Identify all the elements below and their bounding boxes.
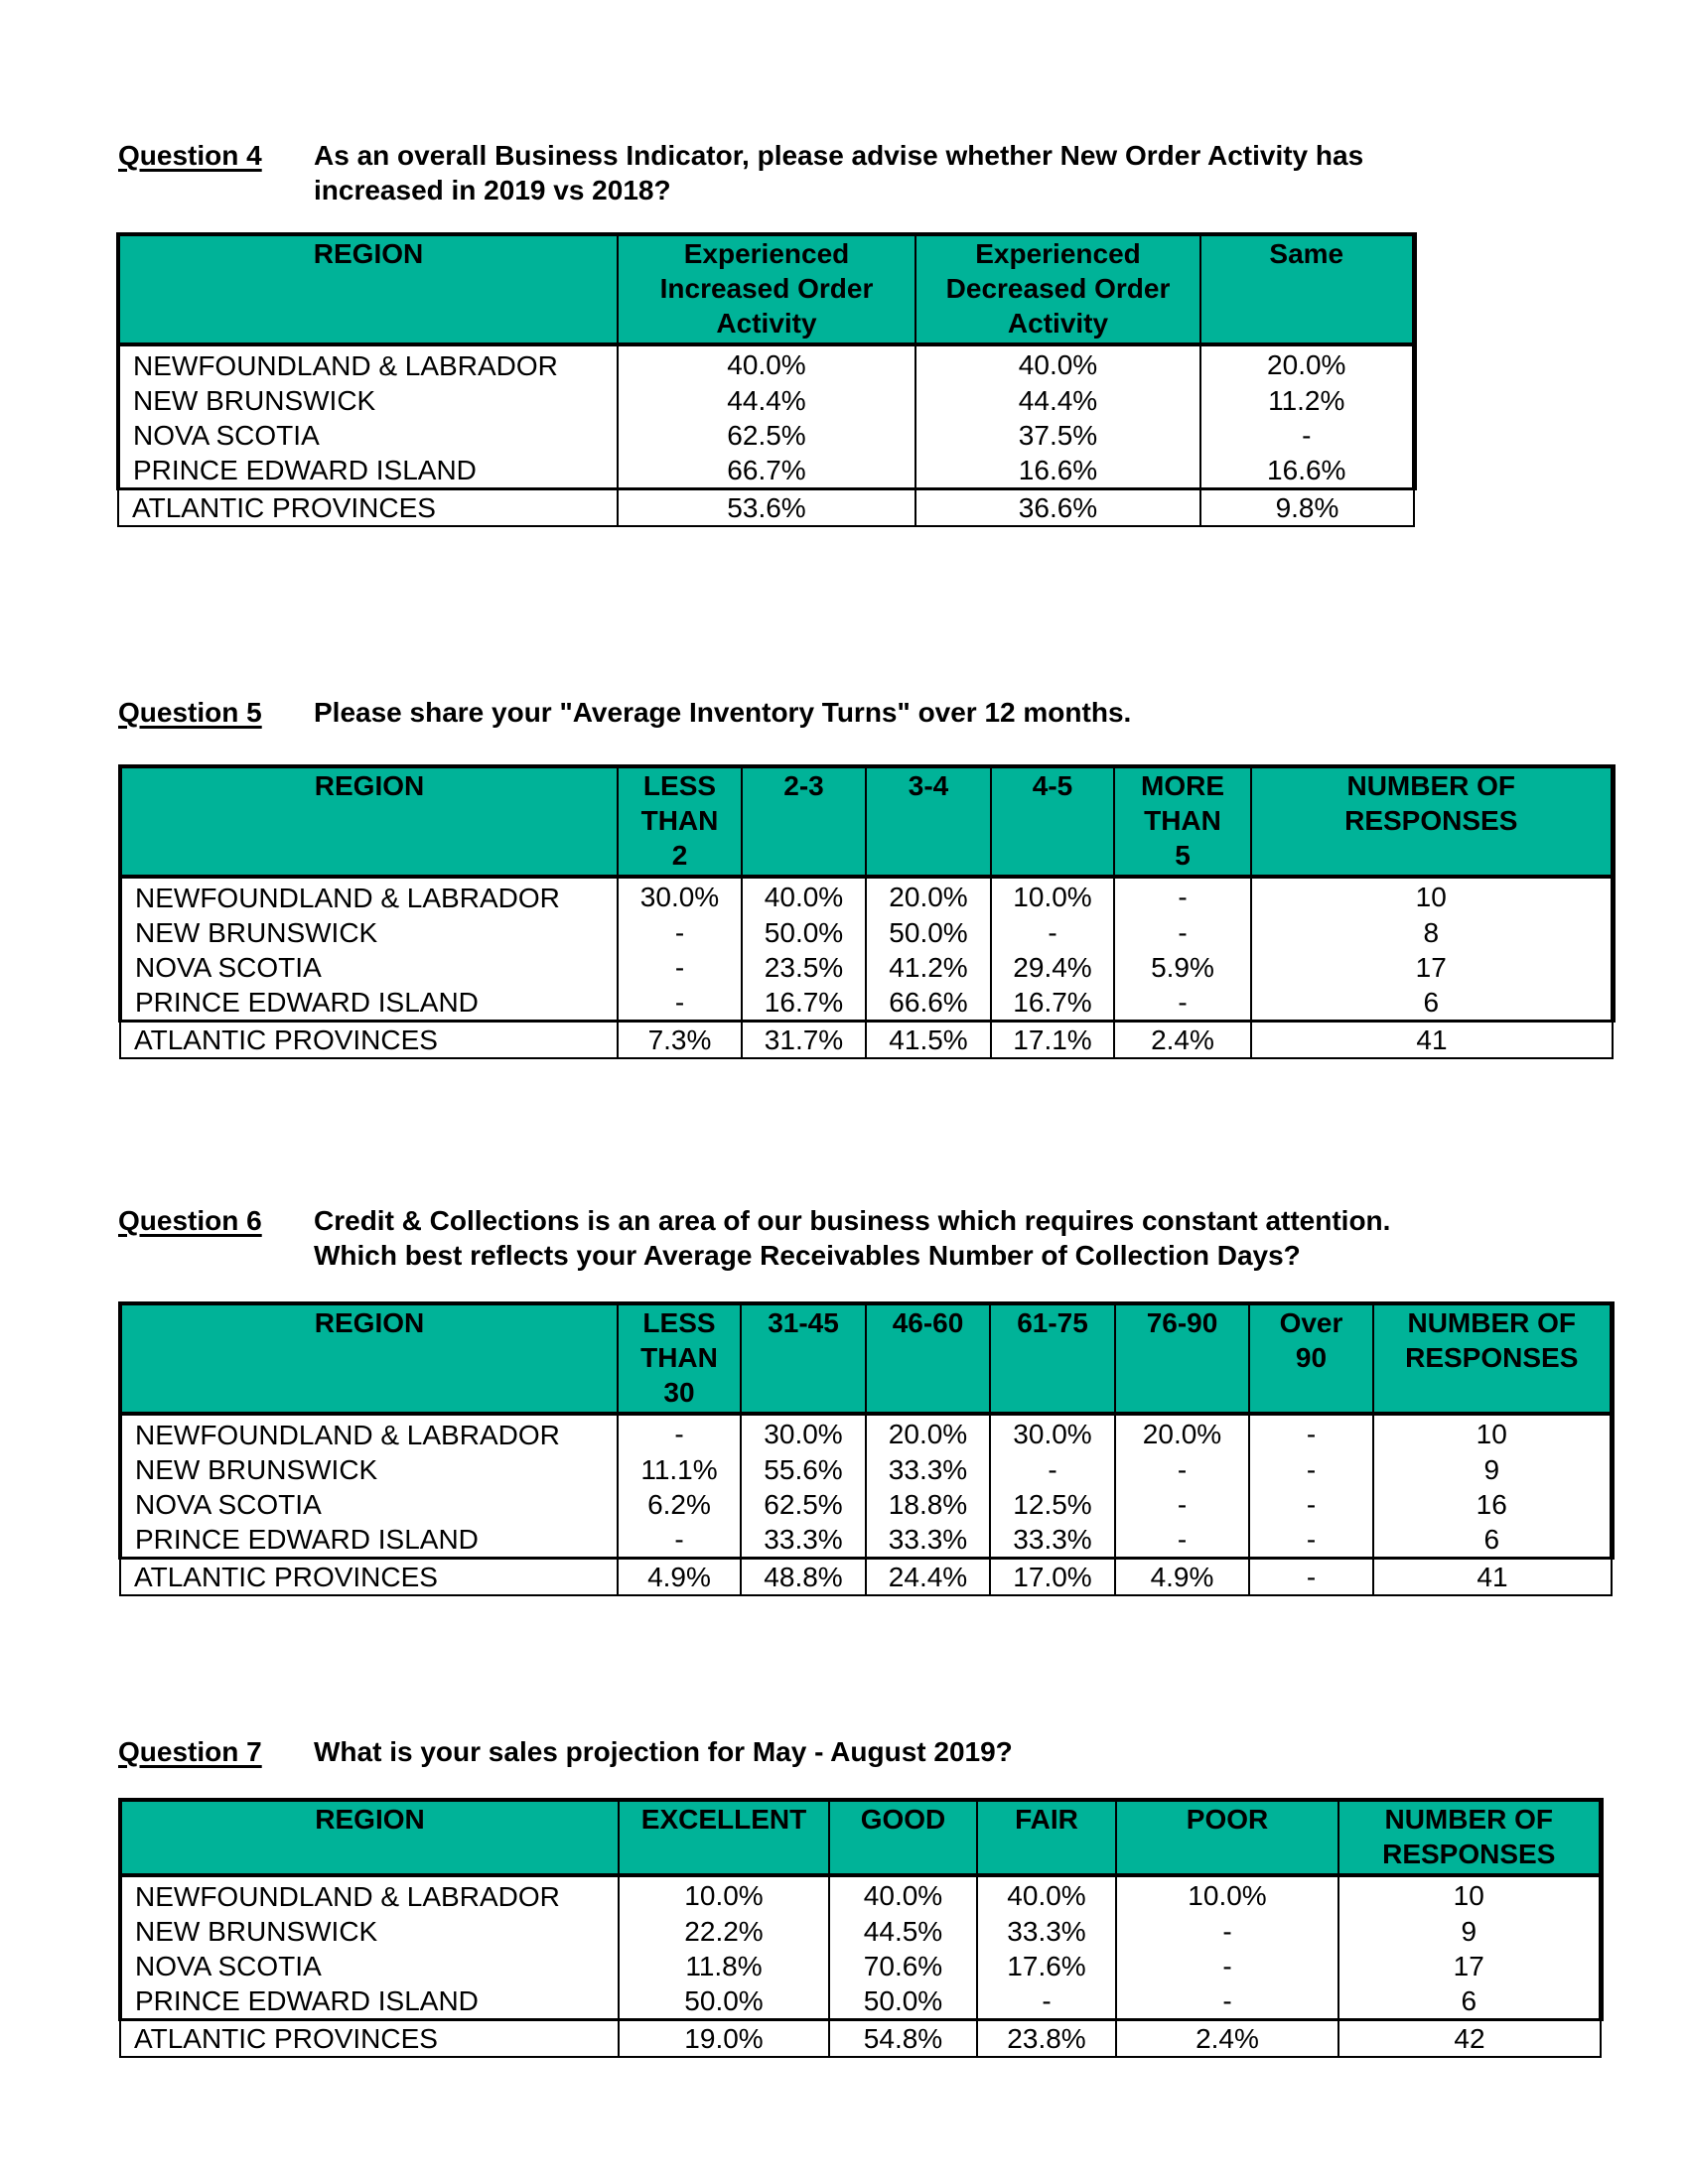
value-cell: 10 — [1373, 1414, 1612, 1452]
column-header-more-than-5 — [1114, 766, 1251, 877]
value-cell: - — [618, 1414, 741, 1452]
value-cell: 9 — [1373, 1452, 1612, 1487]
value-cell: 16.7% — [742, 985, 866, 1022]
total-value-cell: 2.4% — [1114, 1022, 1251, 1059]
column-header-line: EXCELLENT — [640, 1804, 807, 1835]
value-cell: 41.2% — [866, 950, 991, 985]
column-header-excellent — [619, 1800, 829, 1875]
value-cell: - — [618, 915, 742, 950]
total-value-cell: 17.1% — [991, 1022, 1114, 1059]
value-cell: 10.0% — [991, 877, 1114, 915]
column-header-number-of-responses — [1373, 1303, 1612, 1414]
column-header-line: NUMBER OF — [1346, 770, 1516, 801]
value-cell: - — [618, 1522, 741, 1559]
total-value-cell: - — [1249, 1559, 1373, 1596]
region-cell: PRINCE EDWARD ISLAND — [120, 1522, 618, 1559]
question-4-text-line1: As an overall Business Indicator, please advise whether New Order Activity has — [314, 140, 1364, 171]
value-cell: 40.0% — [915, 344, 1200, 383]
question-4-label: Question 4 — [118, 140, 262, 171]
column-header-region — [120, 766, 618, 877]
region-cell: NOVA SCOTIA — [120, 1949, 619, 1983]
value-cell: 6 — [1338, 1983, 1601, 2020]
value-cell: - — [977, 1983, 1116, 2020]
value-cell: 11.8% — [619, 1949, 829, 1983]
column-header-line: RESPONSES — [1382, 1839, 1556, 1869]
column-header-line: 2-3 — [783, 770, 824, 801]
value-cell: 10 — [1251, 877, 1613, 915]
column-header-line: THAN — [640, 805, 719, 836]
value-cell: 70.6% — [829, 1949, 977, 1983]
value-cell: 44.5% — [829, 1914, 977, 1949]
value-cell: 50.0% — [829, 1983, 977, 2020]
value-cell: - — [618, 950, 742, 985]
value-cell: 16.7% — [991, 985, 1114, 1022]
region-cell: NEWFOUNDLAND & LABRADOR — [120, 1875, 619, 1914]
column-header-line: Experienced — [975, 238, 1141, 269]
value-cell: 6.2% — [618, 1487, 741, 1522]
value-cell: - — [1116, 1983, 1338, 2020]
column-header-3-4 — [866, 766, 991, 877]
question-5-text: Please share your "Average Inventory Turns" over 12 months. — [314, 697, 1132, 728]
value-cell: - — [1114, 877, 1251, 915]
value-cell: 20.0% — [1200, 344, 1414, 383]
column-header-2-3 — [742, 766, 866, 877]
region-cell: NEW BRUNSWICK — [120, 1914, 619, 1949]
value-cell: - — [991, 915, 1114, 950]
value-cell: 23.5% — [742, 950, 866, 985]
column-header-line: 4-5 — [1032, 770, 1073, 801]
value-cell: 10 — [1338, 1875, 1601, 1914]
value-cell: - — [1116, 1949, 1338, 1983]
value-cell: 11.1% — [618, 1452, 741, 1487]
column-header-46-60 — [866, 1303, 990, 1414]
value-cell: 33.3% — [866, 1452, 990, 1487]
column-header-experienced-increased-order-activity — [618, 234, 915, 344]
header-row — [120, 1303, 1612, 1414]
region-cell: NOVA SCOTIA — [120, 1487, 618, 1522]
value-cell: 66.7% — [618, 453, 915, 489]
value-cell: 16.6% — [1200, 453, 1414, 489]
question-4-text-line2: increased in 2019 vs 2018? — [314, 175, 671, 205]
question-4-table — [116, 232, 1417, 527]
table-row-new-brunswick — [118, 383, 1414, 418]
table-row-new-brunswick — [120, 915, 1613, 950]
value-cell: 40.0% — [829, 1875, 977, 1914]
value-cell: 44.4% — [618, 383, 915, 418]
value-cell: 40.0% — [618, 344, 915, 383]
value-cell: 40.0% — [977, 1875, 1116, 1914]
region-cell: NEW BRUNSWICK — [118, 383, 618, 418]
value-cell: 50.0% — [866, 915, 991, 950]
column-header-fair — [977, 1800, 1116, 1875]
table-row-total — [118, 489, 1414, 527]
value-cell: - — [1249, 1487, 1373, 1522]
column-header-line: LESS — [642, 770, 717, 801]
column-header-less-than-30 — [618, 1303, 741, 1414]
value-cell: - — [1115, 1522, 1249, 1559]
column-header-line: Same — [1269, 238, 1344, 269]
value-cell: 37.5% — [915, 418, 1200, 453]
column-header-line: 31-45 — [768, 1307, 839, 1338]
column-header-line: REGION — [313, 238, 424, 269]
value-cell: 40.0% — [742, 877, 866, 915]
column-header-line: 30 — [663, 1377, 695, 1408]
total-region-cell: ATLANTIC PROVINCES — [120, 2020, 619, 2058]
value-cell: 44.4% — [915, 383, 1200, 418]
value-cell: 30.0% — [618, 877, 742, 915]
column-header-line: Activity — [1007, 308, 1109, 339]
table-row-prince-edward-island — [120, 985, 1613, 1022]
table-row-newfoundland-labrador — [120, 877, 1613, 915]
question-5-label: Question 5 — [118, 697, 262, 728]
total-value-cell: 48.8% — [741, 1559, 866, 1596]
value-cell: - — [990, 1452, 1115, 1487]
total-value-cell: 41 — [1251, 1022, 1613, 1059]
total-value-cell: 31.7% — [742, 1022, 866, 1059]
column-header-good — [829, 1800, 977, 1875]
total-value-cell: 2.4% — [1116, 2020, 1338, 2058]
value-cell: 16 — [1373, 1487, 1612, 1522]
column-header-region — [118, 234, 618, 344]
question-5-table — [118, 764, 1616, 1059]
column-header-line: 76-90 — [1146, 1307, 1218, 1338]
region-cell: PRINCE EDWARD ISLAND — [118, 453, 618, 489]
value-cell: 55.6% — [741, 1452, 866, 1487]
value-cell: 6 — [1373, 1522, 1612, 1559]
value-cell: 50.0% — [619, 1983, 829, 2020]
value-cell: 9 — [1338, 1914, 1601, 1949]
question-7-label: Question 7 — [118, 1736, 262, 1767]
column-header-poor — [1116, 1800, 1338, 1875]
column-header-less-than-2 — [618, 766, 742, 877]
column-header-same — [1200, 234, 1414, 344]
value-cell: - — [1200, 418, 1414, 453]
question-6-label: Question 6 — [118, 1205, 262, 1236]
value-cell: 33.3% — [990, 1522, 1115, 1559]
value-cell: 17 — [1338, 1949, 1601, 1983]
region-cell: NEW BRUNSWICK — [120, 915, 618, 950]
value-cell: 62.5% — [741, 1487, 866, 1522]
table-row-prince-edward-island — [120, 1983, 1601, 2020]
column-header-over-90 — [1249, 1303, 1373, 1414]
column-header-line: 3-4 — [908, 770, 949, 801]
column-header-line: 61-75 — [1017, 1307, 1088, 1338]
total-value-cell: 4.9% — [618, 1559, 741, 1596]
column-header-number-of-responses — [1251, 766, 1613, 877]
question-6-text-line2: Which best reflects your Average Receivables Number of Collection Days? — [314, 1240, 1301, 1271]
column-header-line: LESS — [642, 1307, 716, 1338]
value-cell: 17.6% — [977, 1949, 1116, 1983]
column-header-experienced-decreased-order-activity — [915, 234, 1200, 344]
value-cell: - — [618, 985, 742, 1022]
column-header-76-90 — [1115, 1303, 1249, 1414]
table-row-prince-edward-island — [118, 453, 1414, 489]
total-value-cell: 17.0% — [990, 1559, 1115, 1596]
column-header-4-5 — [991, 766, 1114, 877]
region-cell: PRINCE EDWARD ISLAND — [120, 1983, 619, 2020]
total-region-cell: ATLANTIC PROVINCES — [120, 1559, 618, 1596]
column-header-number-of-responses — [1338, 1800, 1601, 1875]
region-cell: NOVA SCOTIA — [120, 950, 618, 985]
table-row-newfoundland-labrador — [120, 1875, 1601, 1914]
value-cell: 8 — [1251, 915, 1613, 950]
column-header-line: REGION — [315, 1804, 425, 1835]
value-cell: 12.5% — [990, 1487, 1115, 1522]
value-cell: 33.3% — [741, 1522, 866, 1559]
column-header-line: Activity — [716, 308, 817, 339]
column-header-line: FAIR — [1015, 1804, 1078, 1835]
column-header-line: RESPONSES — [1405, 1342, 1579, 1373]
region-cell: NEWFOUNDLAND & LABRADOR — [120, 1414, 618, 1452]
table-row-total — [120, 1559, 1612, 1596]
column-header-line: NUMBER OF — [1384, 1804, 1554, 1835]
region-cell: NEW BRUNSWICK — [120, 1452, 618, 1487]
column-header-line: REGION — [314, 1307, 425, 1338]
value-cell: 10.0% — [1116, 1875, 1338, 1914]
table-row-new-brunswick — [120, 1914, 1601, 1949]
value-cell: 20.0% — [866, 1414, 990, 1452]
value-cell: 30.0% — [741, 1414, 866, 1452]
column-header-line: RESPONSES — [1344, 805, 1518, 836]
total-value-cell: 9.8% — [1200, 489, 1414, 527]
total-value-cell: 36.6% — [915, 489, 1200, 527]
column-header-region — [120, 1303, 618, 1414]
column-header-line: GOOD — [860, 1804, 946, 1835]
table-row-newfoundland-labrador — [120, 1414, 1612, 1452]
column-header-line: Increased Order — [659, 273, 874, 304]
value-cell: 62.5% — [618, 418, 915, 453]
table-row-nova-scotia — [120, 1949, 1601, 1983]
value-cell: 33.3% — [866, 1522, 990, 1559]
table-row-nova-scotia — [118, 418, 1414, 453]
column-header-line: THAN — [640, 1342, 718, 1373]
total-value-cell: 19.0% — [619, 2020, 829, 2058]
value-cell: 10.0% — [619, 1875, 829, 1914]
table-row-newfoundland-labrador — [118, 344, 1414, 383]
value-cell: 50.0% — [742, 915, 866, 950]
value-cell: - — [1115, 1452, 1249, 1487]
column-header-61-75 — [990, 1303, 1115, 1414]
column-header-line: 5 — [1175, 840, 1191, 871]
total-value-cell: 7.3% — [618, 1022, 742, 1059]
table-row-prince-edward-island — [120, 1522, 1612, 1559]
value-cell: 30.0% — [990, 1414, 1115, 1452]
column-header-line: 90 — [1295, 1342, 1328, 1373]
table-row-total — [120, 1022, 1613, 1059]
column-header-31-45 — [741, 1303, 866, 1414]
value-cell: 6 — [1251, 985, 1613, 1022]
value-cell: 20.0% — [866, 877, 991, 915]
question-7-text: What is your sales projection for May - August 2019? — [314, 1736, 1013, 1767]
column-header-line: MORE — [1141, 770, 1224, 801]
value-cell: 33.3% — [977, 1914, 1116, 1949]
value-cell: - — [1249, 1522, 1373, 1559]
total-region-cell: ATLANTIC PROVINCES — [120, 1022, 618, 1059]
column-header-region — [120, 1800, 619, 1875]
table-row-nova-scotia — [120, 1487, 1612, 1522]
column-header-line: Over — [1279, 1307, 1343, 1338]
value-cell: 16.6% — [915, 453, 1200, 489]
value-cell: 22.2% — [619, 1914, 829, 1949]
value-cell: 5.9% — [1114, 950, 1251, 985]
region-cell: NEWFOUNDLAND & LABRADOR — [118, 344, 618, 383]
value-cell: 66.6% — [866, 985, 991, 1022]
question-6-table — [118, 1301, 1615, 1596]
column-header-line: Experienced — [683, 238, 850, 269]
header-row — [118, 234, 1414, 344]
total-value-cell: 23.8% — [977, 2020, 1116, 2058]
table-row-total — [120, 2020, 1601, 2058]
header-row — [120, 766, 1613, 877]
value-cell: 18.8% — [866, 1487, 990, 1522]
table-row-nova-scotia — [120, 950, 1613, 985]
value-cell: 20.0% — [1115, 1414, 1249, 1452]
column-header-line: Decreased Order — [945, 273, 1171, 304]
header-row — [120, 1800, 1601, 1875]
column-header-line: THAN — [1144, 805, 1221, 836]
table-row-new-brunswick — [120, 1452, 1612, 1487]
total-value-cell: 24.4% — [866, 1559, 990, 1596]
region-cell: NOVA SCOTIA — [118, 418, 618, 453]
total-value-cell: 4.9% — [1115, 1559, 1249, 1596]
column-header-line: 2 — [671, 840, 688, 871]
column-header-line: 46-60 — [892, 1307, 964, 1338]
value-cell: - — [1116, 1914, 1338, 1949]
total-value-cell: 54.8% — [829, 2020, 977, 2058]
region-cell: NEWFOUNDLAND & LABRADOR — [120, 877, 618, 915]
question-7-table — [118, 1798, 1604, 2058]
total-value-cell: 41 — [1373, 1559, 1612, 1596]
value-cell: - — [1115, 1487, 1249, 1522]
column-header-line: POOR — [1186, 1804, 1269, 1835]
total-value-cell: 41.5% — [866, 1022, 991, 1059]
region-cell: PRINCE EDWARD ISLAND — [120, 985, 618, 1022]
column-header-line: NUMBER OF — [1407, 1307, 1577, 1338]
value-cell: 17 — [1251, 950, 1613, 985]
value-cell: 11.2% — [1200, 383, 1414, 418]
value-cell: - — [1114, 985, 1251, 1022]
value-cell: - — [1249, 1452, 1373, 1487]
total-value-cell: 53.6% — [618, 489, 915, 527]
value-cell: 29.4% — [991, 950, 1114, 985]
value-cell: - — [1249, 1414, 1373, 1452]
question-6-text-line1: Credit & Collections is an area of our business which requires constant attention. — [314, 1205, 1391, 1236]
value-cell: - — [1114, 915, 1251, 950]
total-region-cell: ATLANTIC PROVINCES — [118, 489, 618, 527]
column-header-line: REGION — [314, 770, 425, 801]
total-value-cell: 42 — [1338, 2020, 1601, 2058]
